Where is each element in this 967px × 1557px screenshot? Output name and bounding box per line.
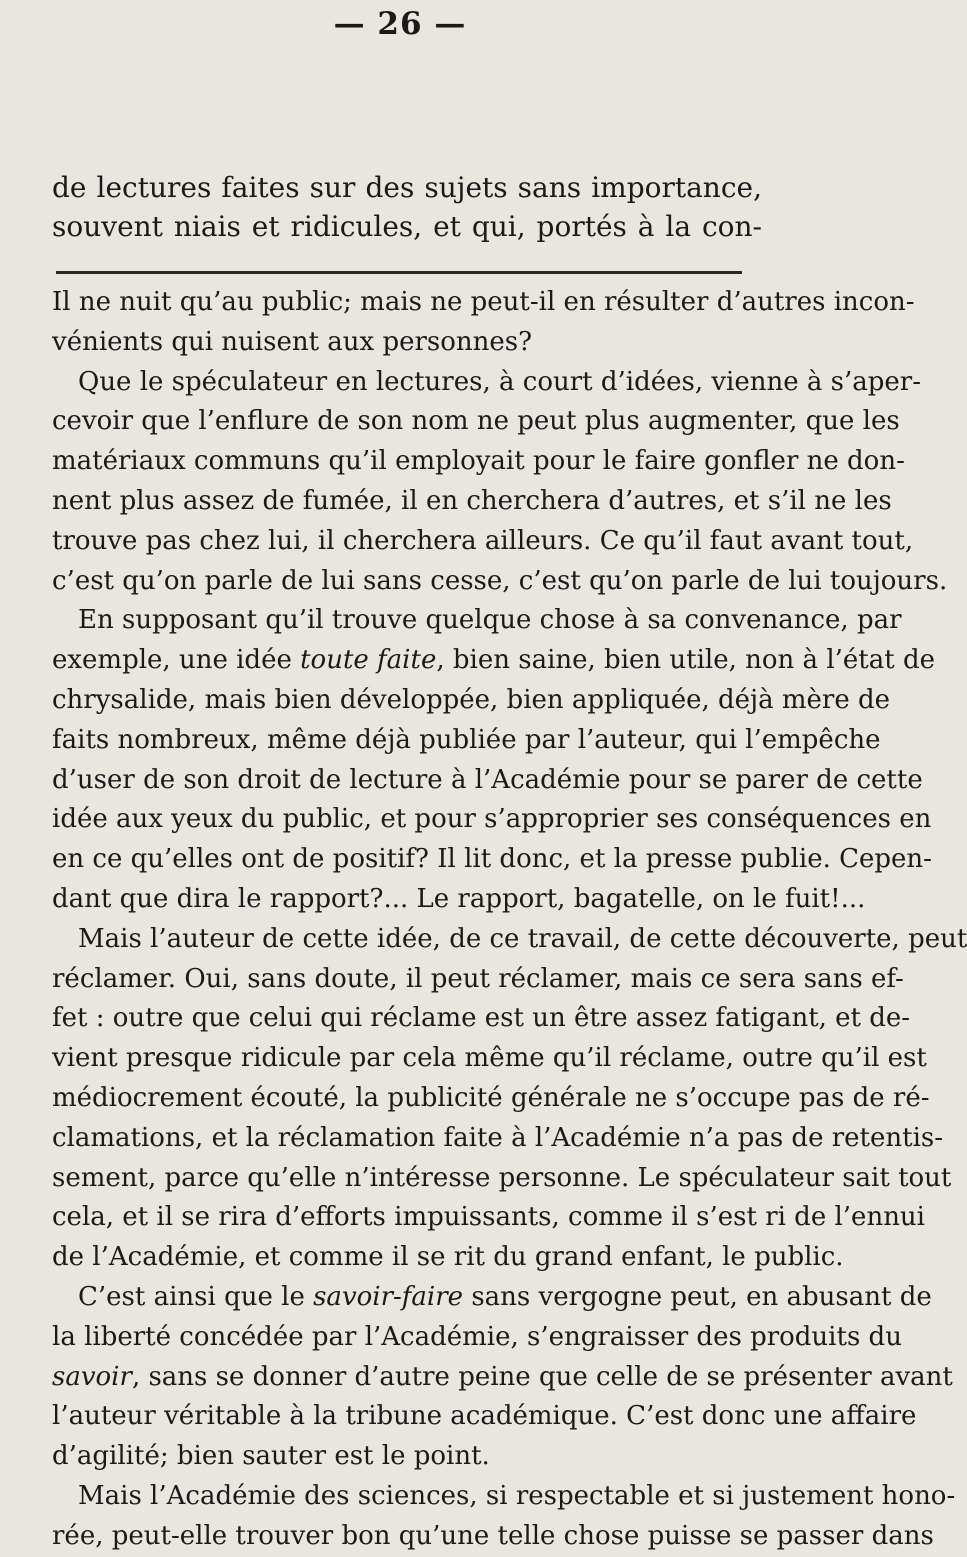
text-line: vient presque ridicule par cela même qu’il réclame, outre qu’il est [52,1043,927,1074]
text-line: cevoir que l’enflure de son nom ne peut plus augmenter, que les [52,406,900,437]
text-line: nent plus assez de fumée, il en cherchera d’autres, et s’il ne les [52,485,892,516]
text-line: d’agilité; bien sauter est le point. [52,1441,490,1472]
text-line: Mais l’Académie des sciences, si respectable et si justement hono- [78,1480,956,1511]
text-line: cela, et il se rira d’efforts impuissants, comme il s’est ri de l’ennui [52,1202,925,1233]
italic-text: savoir [52,1361,132,1392]
text-line: clamations, et la réclamation faite à l’Académie n’a pas de retentis- [52,1122,944,1153]
separator-rule [56,271,742,274]
text-line: chrysalide, mais bien développée, bien appliquée, déjà mère de [52,684,891,715]
text-line: idée aux yeux du public, et pour s’approprier ses conséquences en [52,804,932,835]
text-line: réclamer. Oui, sans doute, il peut réclamer, mais ce sera sans ef- [52,963,904,994]
text-segment: , bien saine, bien utile, non à l’état de [436,645,935,676]
text-line: fet : outre que celui qui réclame est un être assez fatigant, et de- [52,1003,911,1034]
text-line: de lectures faites sur des sujets sans importance, [52,171,762,204]
body-text [52,283,967,1557]
text-line: faits nombreux, même déjà publiée par l’auteur, qui l’empêche [52,724,881,755]
italic-text: savoir-faire [313,1281,464,1312]
text-line [52,1278,932,1318]
text-segment: C’est ainsi que le [78,1281,314,1312]
text-line: de l’Académie, et comme il se rit du grand enfant, le public. [52,1242,844,1273]
text-line [52,1358,953,1398]
text-segment: sans vergogne peut, en abusant de [463,1281,932,1312]
text-line: d’user de son droit de lecture à l’Académie pour se parer de cette [52,764,923,795]
text-line [52,641,935,681]
footnote-block [52,168,762,246]
text-line: Mais l’auteur de cette idée, de ce travail, de cette découverte, peut [78,923,967,954]
text-line: en ce qu’elles ont de positif? Il lit donc, et la presse publie. Cepen- [52,844,932,875]
text-line: l’auteur véritable à la tribune académique. C’est donc une affaire [52,1401,917,1432]
text-line: médiocrement écouté, la publicité générale ne s’occupe pas de ré- [52,1082,930,1113]
italic-text: toute faite [300,645,437,676]
text-line: Que le spéculateur en lectures, à court d’idées, vienne à s’aper- [78,366,922,397]
text-line: la liberté concédée par l’Académie, s’engraisser des produits du [52,1321,902,1352]
text-line: Il ne nuit qu’au public; mais ne peut-il en résulter d’autres incon- [52,287,915,317]
text-line: En supposant qu’il trouve quelque chose à sa convenance, par [78,605,902,636]
text-line: dant que dira le rapport?... Le rapport, bagatelle, on le fuit!... [52,883,866,914]
text-segment: exemple, une idée [52,645,301,676]
text-line: vénients qui nuisent aux personnes? [52,326,533,357]
text-line: sement, parce qu’elle n’intéresse personne. Le spéculateur sait tout [52,1162,952,1193]
text-line: souvent niais et ridicules, et qui, portés à la con- [52,210,762,243]
text-line: rée, peut-elle trouver bon qu’une telle chose puisse se passer dans [52,1520,934,1551]
text-segment: , sans se donner d’autre peine que celle de se présenter avant [131,1361,953,1392]
text-line: trouve pas chez lui, il cherchera ailleurs. Ce qu’il faut avant tout, [52,525,914,556]
text-line: matériaux communs qu’il employait pour le faire gonfler ne don- [52,446,905,477]
text-line: c’est qu’on parle de lui sans cesse, c’est qu’on parle de lui toujours. [52,565,948,596]
page-number: — 26 — [333,6,467,42]
